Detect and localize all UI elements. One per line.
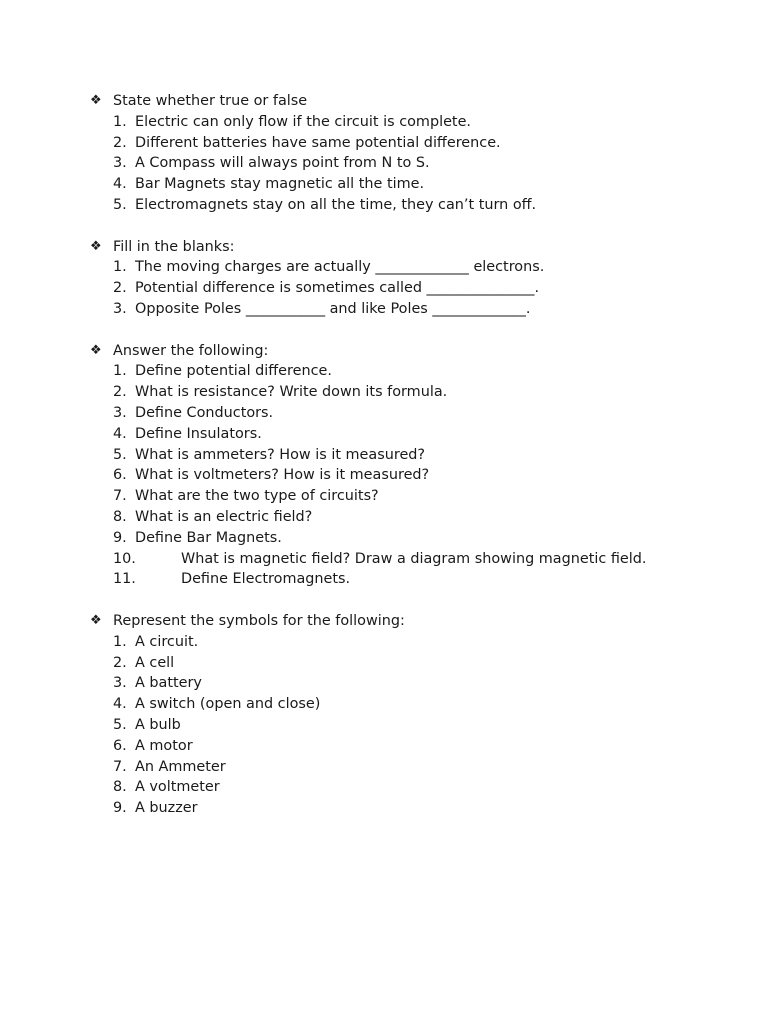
item-text: What is an electric field? — [135, 508, 313, 525]
item-number: 2. — [113, 384, 127, 401]
list-item — [0, 257, 768, 278]
list-item — [0, 736, 768, 757]
item-number: 4. — [113, 696, 127, 713]
item-number: 5. — [113, 446, 127, 463]
item-text: Potential difference is sometimes called _______________. — [135, 280, 540, 297]
list-item — [0, 549, 768, 570]
item-number: 1. — [113, 363, 127, 380]
item-number: 7. — [113, 758, 127, 775]
item-number: 2. — [113, 654, 127, 671]
item-text: What is voltmeters? How is it measured? — [135, 467, 430, 484]
list-item — [0, 278, 768, 299]
diamond-bullet-icon: ❖ — [90, 342, 102, 358]
item-text: The moving charges are actually _____________ electrons. — [135, 259, 545, 276]
item-text: What is magnetic field? Draw a diagram showing magnetic field. — [181, 550, 647, 567]
list-item — [0, 465, 768, 486]
list-item — [0, 694, 768, 715]
section-represent-symbols — [0, 611, 768, 819]
item-text: What are the two type of circuits? — [135, 488, 379, 505]
section-heading — [0, 91, 768, 112]
item-text: What is ammeters? How is it measured? — [135, 446, 426, 463]
diamond-bullet-icon: ❖ — [90, 238, 102, 254]
item-text: What is resistance? Write down its formula. — [135, 384, 448, 401]
item-text: A Compass will always point from N to S. — [135, 155, 430, 172]
item-text: A cell — [135, 654, 175, 671]
section-heading-text: Fill in the blanks: — [113, 238, 235, 255]
item-text: A bulb — [135, 716, 181, 733]
item-number: 8. — [113, 779, 127, 796]
list-item — [0, 528, 768, 549]
item-number: 2. — [113, 134, 127, 151]
section-heading-text: Represent the symbols for the following: — [113, 612, 405, 629]
item-text: Opposite Poles ___________ and like Poles _____________. — [135, 300, 531, 317]
list-item — [0, 569, 768, 590]
list-item — [0, 424, 768, 445]
item-number: 4. — [113, 425, 127, 442]
list-item — [0, 299, 768, 320]
item-number: 3. — [113, 675, 127, 692]
list-item — [0, 153, 768, 174]
item-text: Electromagnets stay on all the time, they can’t turn off. — [135, 196, 537, 213]
section-fill-blanks — [0, 237, 768, 320]
list-item — [0, 777, 768, 798]
list-item — [0, 715, 768, 736]
list-item — [0, 195, 768, 216]
list-item — [0, 486, 768, 507]
item-number: 1. — [113, 633, 127, 650]
item-number: 11. — [113, 571, 136, 588]
item-number: 1. — [113, 259, 127, 276]
item-text: Define Conductors. — [135, 404, 274, 421]
item-text: A buzzer — [135, 800, 198, 817]
list-item — [0, 673, 768, 694]
item-number: 3. — [113, 155, 127, 172]
item-text: A circuit. — [135, 633, 199, 650]
item-number: 6. — [113, 467, 127, 484]
list-item — [0, 382, 768, 403]
item-text: Define Bar Magnets. — [135, 529, 282, 546]
section-heading-text: State whether true or false — [113, 93, 308, 109]
item-number: 7. — [113, 488, 127, 505]
section-heading — [0, 611, 768, 632]
item-text: Define Insulators. — [135, 425, 262, 442]
list-item — [0, 133, 768, 154]
item-text: A motor — [135, 737, 193, 754]
section-heading — [0, 237, 768, 258]
list-item — [0, 653, 768, 674]
list-item — [0, 798, 768, 819]
item-number: 9. — [113, 529, 127, 546]
list-item — [0, 445, 768, 466]
item-text: A battery — [135, 675, 202, 692]
item-text: A voltmeter — [135, 779, 220, 796]
item-text: An Ammeter — [135, 758, 226, 775]
list-item — [0, 632, 768, 653]
item-text: Different batteries have same potential difference. — [135, 134, 501, 151]
item-text: Bar Magnets stay magnetic all the time. — [135, 176, 425, 193]
item-number: 5. — [113, 196, 127, 213]
diamond-bullet-icon: ❖ — [90, 612, 102, 628]
item-number: 5. — [113, 716, 127, 733]
diamond-bullet-icon: ❖ — [90, 93, 102, 108]
list-item — [0, 361, 768, 382]
section-heading-text: Answer the following: — [113, 342, 269, 359]
item-number: 1. — [113, 113, 127, 130]
item-text: Define Electromagnets. — [181, 571, 351, 588]
item-number: 3. — [113, 300, 127, 317]
section-heading — [0, 341, 768, 362]
section-true-false — [0, 91, 768, 216]
item-number: 6. — [113, 737, 127, 754]
item-number: 2. — [113, 280, 127, 297]
item-text: Define potential difference. — [135, 363, 332, 380]
item-number: 4. — [113, 176, 127, 193]
item-text: Electric can only flow if the circuit is complete. — [135, 113, 472, 130]
list-item — [0, 757, 768, 778]
list-item — [0, 403, 768, 424]
item-number: 9. — [113, 800, 127, 817]
item-number: 8. — [113, 508, 127, 525]
item-number: 10. — [113, 550, 136, 567]
list-item — [0, 112, 768, 133]
list-item — [0, 507, 768, 528]
item-text: A switch (open and close) — [135, 696, 321, 713]
item-number: 3. — [113, 404, 127, 421]
list-item — [0, 174, 768, 195]
section-answer-following — [0, 341, 768, 591]
